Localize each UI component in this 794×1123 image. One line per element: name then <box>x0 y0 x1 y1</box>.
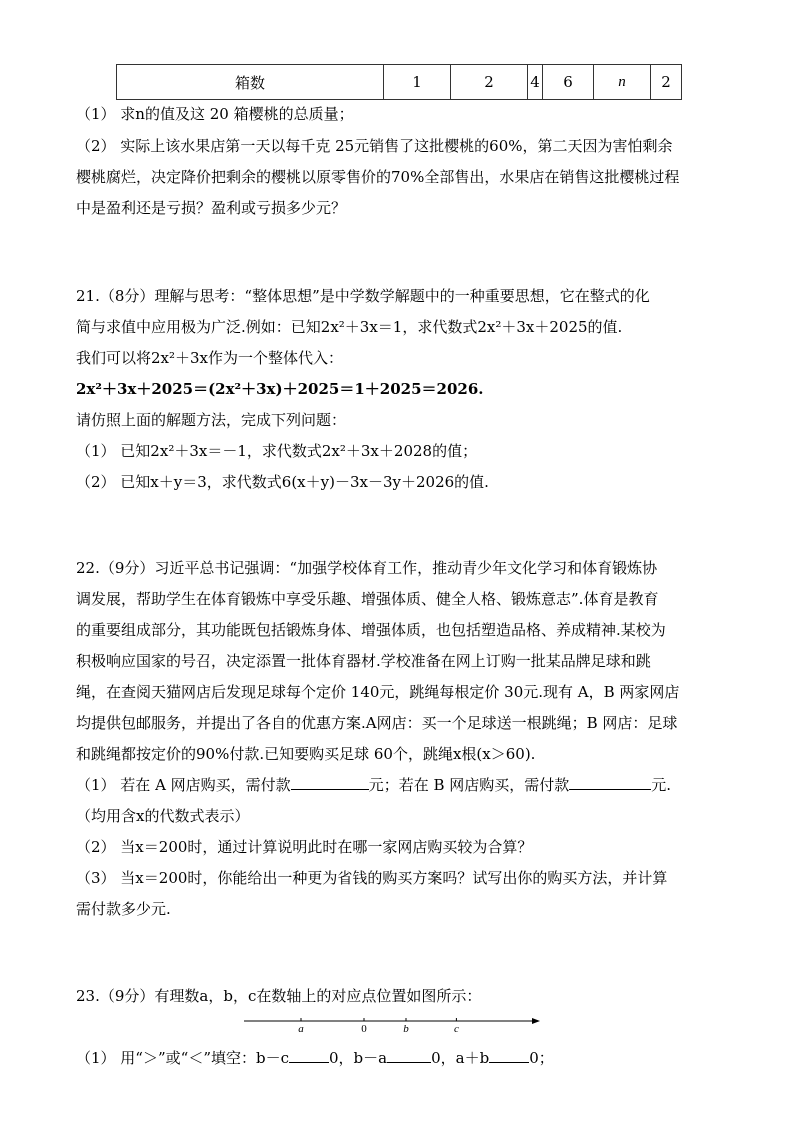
q22-line6: 均提供包邮服务，并提出了各自的优惠方案.A网店：买一个足球送一根跳绳；B 网店：足球 <box>76 714 678 732</box>
number-line-label: c <box>453 1023 459 1035</box>
table-cell: 2 <box>651 65 682 100</box>
q22-line3: 的重要组成部分，其功能既包括锻炼身体、增强体质，也包括塑造品格、养成精神.某校为 <box>76 621 666 639</box>
box-count-table <box>116 64 682 100</box>
q22-line12: 需付款多少元. <box>76 900 171 918</box>
table-cell: 4 <box>528 65 543 100</box>
table-cell: 2 <box>451 65 528 100</box>
q21-line4: 2x²＋3x＋2025＝(2x²＋3x)＋2025＝1＋2025＝2026. <box>76 380 484 398</box>
q23-part1-text-a: （1） 用“＞”或“＜”填空：b－c <box>76 1049 289 1067</box>
q22-part1-text-c: 元. <box>651 776 672 794</box>
q23-line2 <box>76 1047 554 1068</box>
q22-part1-text-a: （1） 若在 A 网店购买，需付款 <box>76 776 291 794</box>
number-line-label: b <box>403 1023 409 1035</box>
answer-blank[interactable] <box>387 1048 431 1063</box>
table-cell: 1 <box>384 65 451 100</box>
number-line-arrow-icon <box>532 1018 540 1024</box>
q21-line5: 请仿照上面的解题方法，完成下列问题： <box>76 411 347 429</box>
table-row <box>117 65 682 100</box>
q20-part2-line3: 中是盈利还是亏损？盈利或亏损多少元？ <box>76 199 347 217</box>
q21-line6: （1） 已知2x²＋3x＝－1，求代数式2x²＋3x＋2028的值； <box>76 442 478 460</box>
q22-line10: （2） 当x＝200时，通过计算说明此时在哪一家网店购买较为合算？ <box>76 838 533 856</box>
number-line <box>240 1010 550 1036</box>
q23-part1-text-b: 0，b－a <box>329 1049 388 1067</box>
q23-line1: 23.（9分）有理数a，b，c在数轴上的对应点位置如图所示： <box>76 987 482 1005</box>
number-line-label: a <box>298 1023 304 1035</box>
answer-blank[interactable] <box>291 775 369 790</box>
q23-part1-text-d: 0； <box>529 1049 554 1067</box>
q21-line7: （2） 已知x＋y＝3，求代数式6(x＋y)－3x－3y＋2026的值. <box>76 473 489 491</box>
q22-part1-text-b: 元；若在 B 网店购买，需付款 <box>368 776 570 794</box>
answer-blank[interactable] <box>289 1048 329 1063</box>
q22-line9: （均用含x的代数式表示） <box>76 807 250 825</box>
q21-line2: 简与求值中应用极为广泛.例如：已知2x²＋3x＝1，求代数式2x²＋3x＋2025的值. <box>76 318 623 336</box>
q22-line7: 和跳绳都按定价的90%付款.已知要购买足球 60个，跳绳x根(x＞60). <box>76 745 536 763</box>
q21-line1: 21.（8分）理解与思考：“整体思想”是中学数学解题中的一种重要思想，它在整式的化 <box>76 287 650 305</box>
answer-blank[interactable] <box>569 775 651 790</box>
q20-part2-line2: 樱桃腐烂，决定降价把剩余的樱桃以原零售价的70%全部售出，水果店在销售这批樱桃过程 <box>76 168 680 186</box>
q22-line8 <box>76 774 671 795</box>
q21-line3: 我们可以将2x²＋3x作为一个整体代入： <box>76 349 344 367</box>
q20-part2-line1: （2） 实际上该水果店第一天以每千克 25元销售了这批樱桃的60%，第二天因为害怕剩余 <box>76 137 673 155</box>
q20-part1: （1） 求n的值及这 20 箱樱桃的总质量； <box>76 105 354 123</box>
q22-line5: 绳，在查阅天猫网店后发现足球每个定价 140元，跳绳每根定价 30元.现有 A，B 两家网店 <box>76 683 680 701</box>
table-row-label: 箱数 <box>117 65 384 100</box>
q22-line4: 积极响应国家的号召，决定添置一批体育器材.学校准备在网上订购一批某品牌足球和跳 <box>76 652 651 670</box>
q22-line2: 调发展，帮助学生在体育锻炼中享受乐趣、增强体质、健全人格、锻炼意志”.体育是教育 <box>76 590 659 608</box>
q22-line1: 22.（9分）习近平总书记强调：“加强学校体育工作，推动青少年文化学习和体育锻炼协 <box>76 559 658 577</box>
table-cell: n <box>594 65 651 100</box>
q23-part1-text-c: 0，a＋b <box>431 1049 490 1067</box>
table-cell: 6 <box>543 65 594 100</box>
answer-blank[interactable] <box>489 1048 529 1063</box>
q22-line11: （3） 当x＝200时，你能给出一种更为省钱的购买方案吗？试写出你的购买方法，并计算 <box>76 869 668 887</box>
number-line-label: 0 <box>361 1023 367 1035</box>
